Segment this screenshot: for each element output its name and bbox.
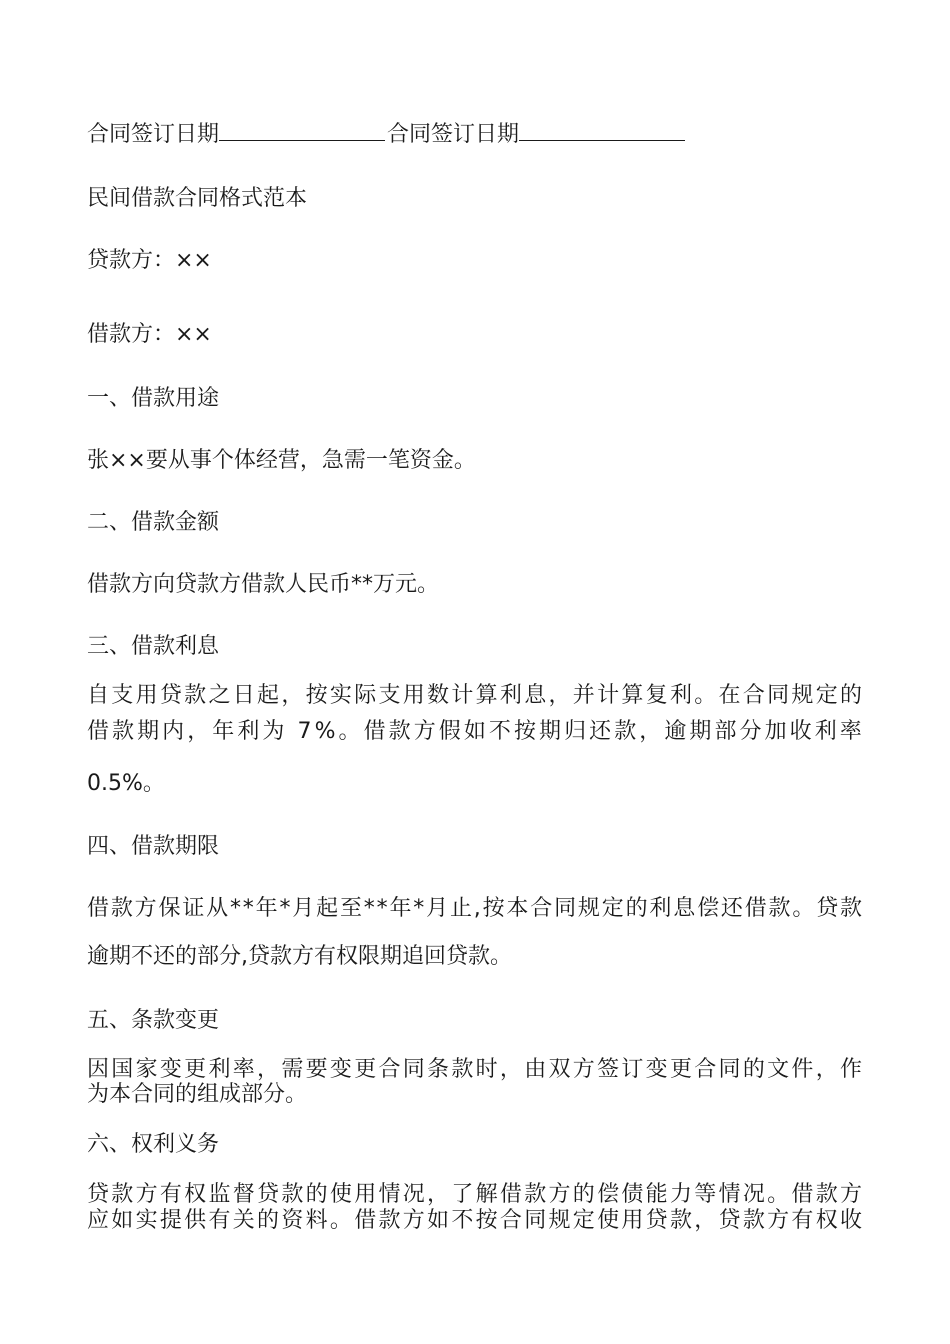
section-heading: 三、借款利息: [87, 634, 220, 659]
section-body-line: 0.5%。: [87, 771, 165, 796]
sign-date-label-2: 合同签订日期: [387, 122, 520, 147]
sign-date-blank-2: [519, 122, 685, 141]
section-heading: 四、借款期限: [87, 834, 220, 859]
document-title: 民间借款合同格式范本: [87, 186, 308, 211]
section-body-line: 借款方保证从**年*月起至**年*月止,按本合同规定的利息偿还借款。贷款: [87, 896, 864, 921]
section-body-line: 因国家变更利率，需要变更合同条款时，由双方签订变更合同的文件，作: [87, 1057, 865, 1082]
sign-date-label-1: 合同签订日期: [87, 122, 220, 147]
section-heading: 六、权利义务: [87, 1132, 220, 1157]
section-heading: 一、借款用途: [87, 386, 220, 411]
lender-line: 贷款方：××: [87, 248, 212, 273]
section-body-line: 贷款方有权监督贷款的使用情况，了解借款方的偿债能力等情况。借款方: [87, 1182, 865, 1207]
section-body: 张××要从事个体经营，急需一笔资金。: [87, 448, 476, 473]
borrower-line: 借款方：××: [87, 322, 212, 347]
section-body-line: 自支用贷款之日起，按实际支用数计算利息，并计算复利。在合同规定的: [87, 683, 865, 708]
sign-date-blank-1: [219, 122, 385, 141]
sign-date-line: [87, 122, 687, 148]
section-heading: 五、条款变更: [87, 1008, 220, 1033]
section-body-line: 逾期不还的部分,贷款方有权限期追回贷款。: [87, 944, 512, 969]
section-body-line: 为本合同的组成部分。: [87, 1082, 308, 1107]
section-body-line: 借款期内，年利为 7%。借款方假如不按期归还款，逾期部分加收利率: [87, 719, 865, 744]
section-body-line: 应如实提供有关的资料。借款方如不按合同规定使用贷款，贷款方有权收: [87, 1208, 865, 1233]
section-body: 借款方向贷款方借款人民币**万元。: [87, 572, 440, 597]
section-heading: 二、借款金额: [87, 510, 220, 535]
